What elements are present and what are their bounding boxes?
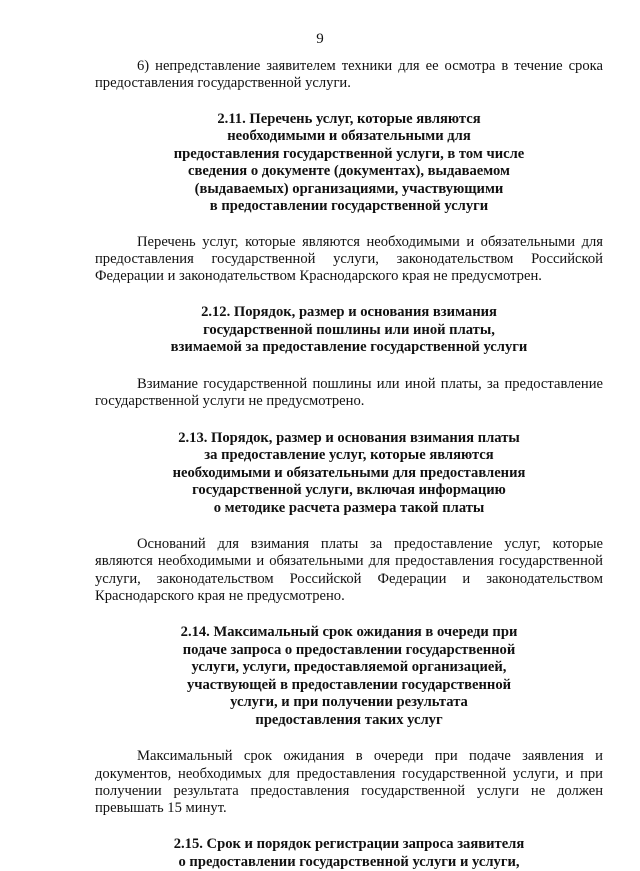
heading-line: необходимыми и обязательными для — [227, 128, 471, 145]
heading-line: о методике расчета размера такой платы — [213, 499, 485, 516]
heading-line: в предоставлении государственной услуги — [209, 198, 489, 215]
section-heading-2-14 — [95, 624, 603, 729]
heading-line: сведения о документе (документах), выдаваемом — [187, 163, 510, 180]
paragraph-2-13: Оснований для взимания платы за предоставление услуг, которые являются необходимыми и обязательными для предоставления государственной услуги, законодательством Российской Федерации и законодательством Краснодарского края не предусмотрено. — [95, 536, 603, 604]
section-heading-2-13 — [95, 430, 603, 518]
heading-line: предоставления таких услуг — [255, 711, 443, 728]
heading-line: 2.11. Перечень услуг, которые являются — [217, 110, 481, 127]
heading-line: за предоставление услуг, которые являются — [204, 447, 494, 464]
heading-line: подаче запроса о предоставлении государственной — [182, 641, 516, 658]
heading-line: участвующей в предоставлении государственной — [186, 676, 512, 693]
heading-line: предоставления государственной услуги, в том числе — [173, 145, 525, 162]
heading-line: 2.12. Порядок, размер и основания взимания — [201, 304, 497, 321]
heading-line: государственной пошлины или иной платы, — [203, 321, 495, 338]
paragraph-2-14: Максимальный срок ожидания в очереди при подаче заявления и документов, необходимых для предоставления государственной услуги, и при получении результата предоставления государственной услуги не должен превышать 15 минут. — [95, 748, 603, 817]
page-content — [95, 58, 603, 871]
paragraph-2-11: Перечень услуг, которые являются необходимыми и обязательными для предоставления государственной услуги, законодательством Российской Федерации и законодательством Краснодарского края не предусмотрен. — [95, 233, 603, 285]
heading-line: (выдаваемых) организациями, участвующими — [194, 180, 504, 197]
heading-line: 2.14. Максимальный срок ожидания в очереди при — [180, 624, 518, 641]
heading-line: 2.15. Срок и порядок регистрации запроса заявителя — [173, 836, 525, 853]
section-heading-2-12 — [95, 304, 603, 357]
section-heading-2-11 — [95, 111, 603, 216]
heading-line: государственной услуги, включая информацию — [192, 482, 506, 499]
heading-line: 2.13. Порядок, размер и основания взимания платы — [178, 429, 520, 446]
heading-line: услуги, и при получении результата — [230, 694, 468, 711]
paragraph-2-12: Взимание государственной пошлины или иной платы, за предоставление государственной услуги не предусмотрено. — [95, 375, 603, 410]
section-heading-2-15 — [95, 836, 603, 871]
heading-line: необходимыми и обязательными для предоставления — [172, 464, 526, 481]
paragraph-item-6: 6) непредставление заявителем техники для ее осмотра в течение срока предоставления государственной услуги. — [95, 58, 603, 92]
heading-line: о предоставлении государственной услуги и услуги, — [178, 853, 520, 870]
heading-line: услуги, услуги, предоставляемой организацией, — [191, 659, 507, 676]
heading-line: взимаемой за предоставление государственной услуги — [170, 339, 528, 356]
page-number: 9 — [316, 31, 324, 47]
